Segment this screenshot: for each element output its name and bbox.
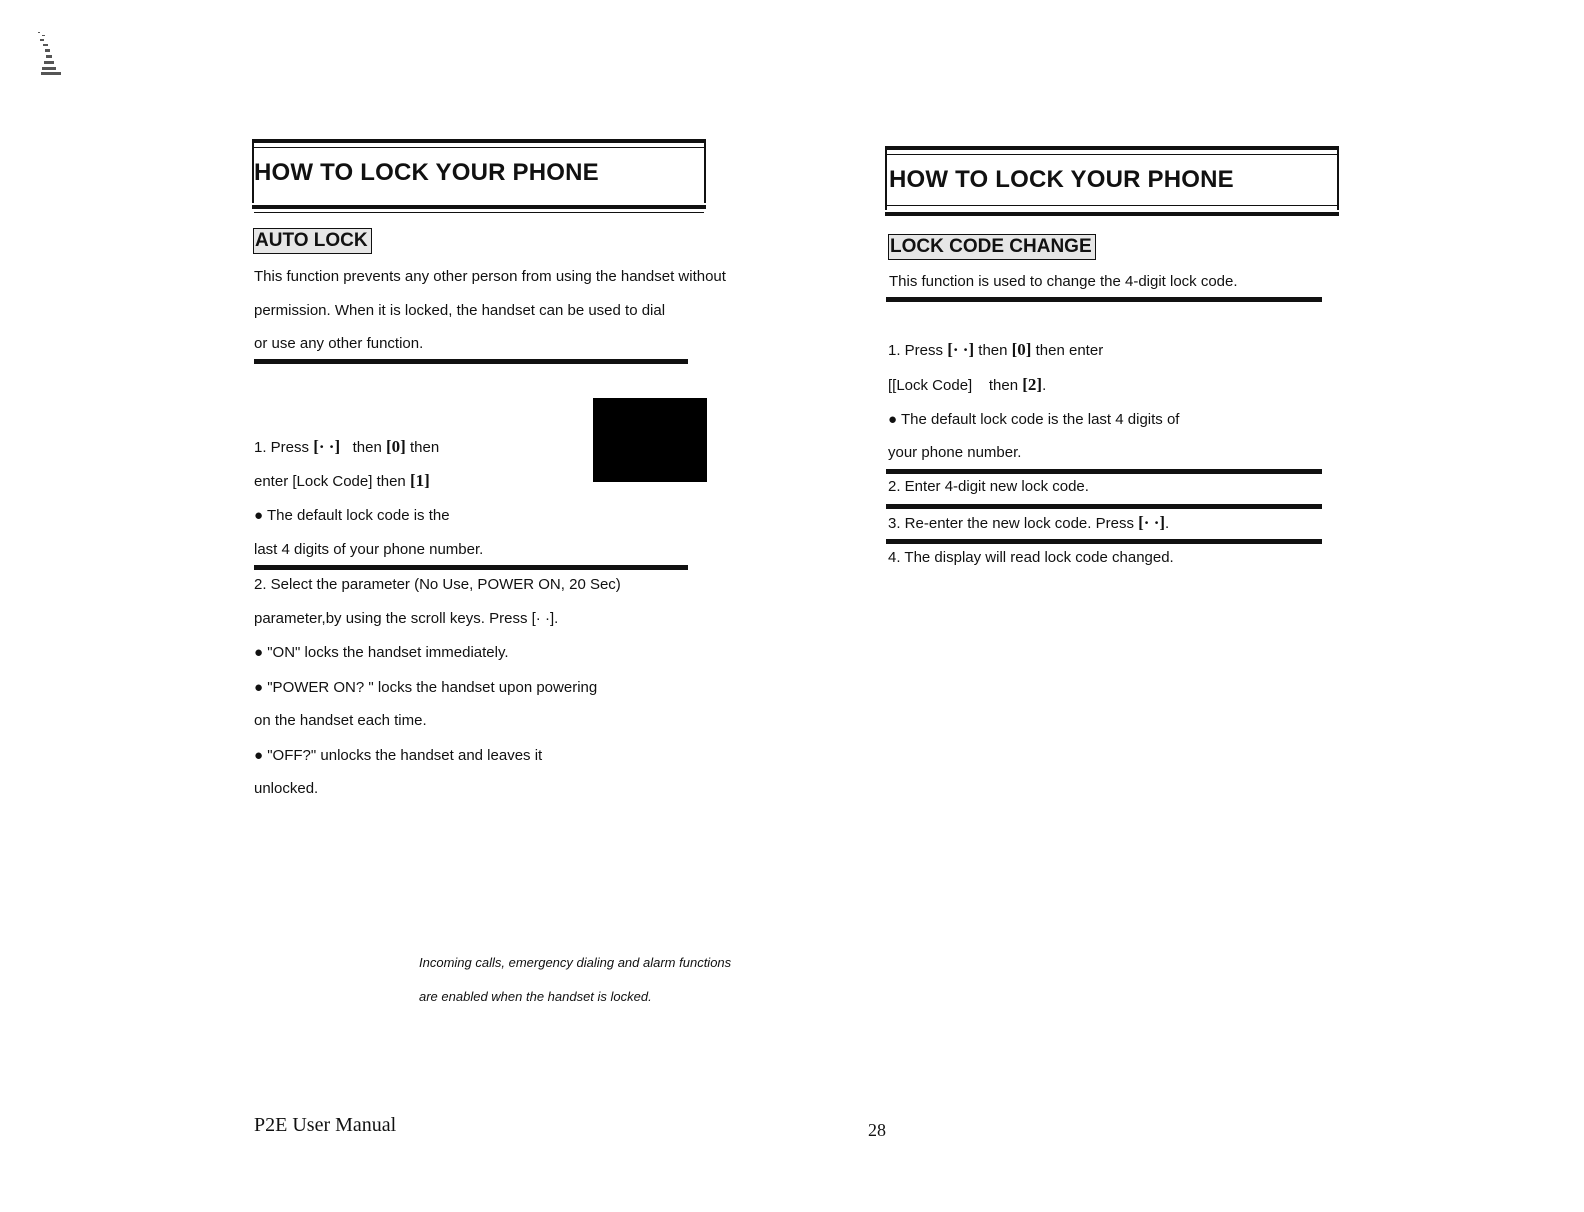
default-code-note-line-2: last 4 digits of your phone number. <box>254 541 484 558</box>
option-on-bullet: ● "ON" locks the handset immediately. <box>254 644 509 661</box>
auto-lock-step-2-line-2: parameter,by using the scroll keys. Press [· ·]. <box>254 610 559 627</box>
auto-lock-intro-line-1: This function prevents any other person from using the handset without <box>254 268 726 285</box>
scan-speckle-mark <box>36 30 66 80</box>
option-power-on-continued: on the handset each time. <box>254 712 427 729</box>
right-divider-3 <box>886 504 1322 509</box>
one-key: [1] <box>409 471 430 490</box>
auto-lock-intro-line-3: or use any other function. <box>254 335 424 352</box>
menu-key: [· ·] <box>947 340 975 359</box>
lock-code-step-4: 4. The display will read lock code changed. <box>888 549 1174 566</box>
lock-code-step-2: 2. Enter 4-digit new lock code. <box>888 478 1089 495</box>
right-default-code-line-1: ● The default lock code is the last 4 digits of <box>888 411 1180 428</box>
auto-lock-step-1-line-2: enter [Lock Code] then [1] <box>254 471 430 490</box>
right-divider-4 <box>886 539 1322 544</box>
page-number: 28 <box>868 1120 886 1140</box>
right-divider-1 <box>886 297 1322 302</box>
right-divider-2 <box>886 469 1322 474</box>
left-divider-2 <box>254 565 688 570</box>
two-key: [2] <box>1022 375 1043 394</box>
zero-key: [0] <box>385 437 406 456</box>
redacted-image-block <box>593 398 707 482</box>
left-page-title: HOW TO LOCK YOUR PHONE <box>254 159 599 186</box>
default-code-note-line-1: ● The default lock code is the <box>254 507 450 524</box>
option-off-continued: unlocked. <box>254 780 319 797</box>
lock-code-step-3: 3. Re-enter the new lock code. Press [· ·]. <box>888 513 1170 532</box>
option-off-bullet: ● "OFF?" unlocks the handset and leaves it <box>254 747 543 764</box>
locked-note-line-2: are enabled when the handset is locked. <box>419 989 652 1004</box>
auto-lock-heading: AUTO LOCK <box>253 228 372 254</box>
bullet-icon: ● <box>888 411 898 428</box>
manual-title: P2E User Manual <box>254 1114 397 1136</box>
zero-key: [0] <box>1011 340 1032 359</box>
bullet-icon: ● <box>254 679 264 696</box>
right-default-code-line-2: your phone number. <box>888 444 1022 461</box>
lock-code-change-heading: LOCK CODE CHANGE <box>888 234 1096 260</box>
bullet-icon: ● <box>254 644 264 661</box>
auto-lock-step-2-line-1: 2. Select the parameter (No Use, POWER ON, 20 Sec) <box>254 576 621 593</box>
lock-code-step-1-line-1: 1. Press [· ·] then [0] then enter <box>888 340 1104 359</box>
right-page-title: HOW TO LOCK YOUR PHONE <box>889 166 1234 193</box>
option-power-on-bullet: ● "POWER ON? " locks the handset upon powering <box>254 679 598 696</box>
bullet-icon: ● <box>254 507 264 524</box>
lock-code-change-intro: This function is used to change the 4-digit lock code. <box>889 273 1238 290</box>
lock-code-step-1-line-2: [[Lock Code] then [2]. <box>888 375 1047 394</box>
auto-lock-step-1-line-1: 1. Press [· ·] then [0] then <box>254 437 440 456</box>
menu-key: [· ·] <box>1138 513 1166 532</box>
left-divider-1 <box>254 359 688 364</box>
bullet-icon: ● <box>254 747 264 764</box>
menu-key: [· ·] <box>313 437 341 456</box>
locked-note-line-1: Incoming calls, emergency dialing and alarm functions <box>419 955 732 970</box>
auto-lock-intro-line-2: permission. When it is locked, the handset can be used to dial <box>254 302 666 319</box>
